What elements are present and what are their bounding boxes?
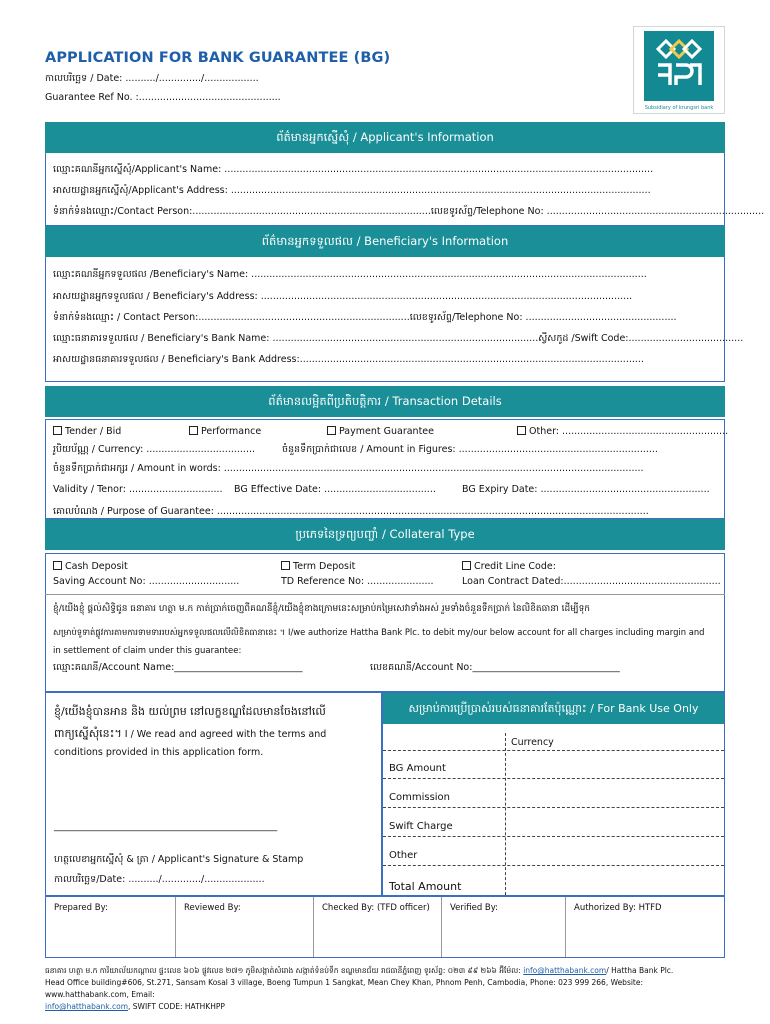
tender-checkbox[interactable]	[53, 426, 62, 435]
commission-label: Commission	[389, 792, 451, 803]
agreement-en-line2: conditions provided in this application form.	[54, 747, 264, 758]
row-line	[383, 865, 724, 866]
collateral-heading: ប្រភេទនៃទ្រព្យបញ្ចាំ / Collateral Type	[45, 519, 725, 550]
beneficiary-bank-address-field[interactable]: អាសយដ្ឋានធនាគារទទួលផល / Beneficiary's Bank Address:..................................................................................................................	[53, 354, 644, 365]
footer	[45, 965, 725, 1013]
total-amount-label: Total Amount	[389, 880, 462, 893]
applicant-address-field[interactable]: អាសយដ្ឋានអ្នកស្នើសុំ/Applicant's Address: ...........................................................................................................................................	[53, 185, 651, 196]
checked-by-cell[interactable]: Checked By: (TFD officer)	[314, 897, 442, 957]
agreement-box	[45, 692, 382, 896]
cash-label: Cash Deposit	[65, 561, 128, 572]
divider	[45, 594, 725, 595]
authorization-text-kh: ខ្ញុំ/យើងខ្ញុំ ផ្តល់សិទ្ធិជូន ធនាគារ ហត្ថា ម.ក កាត់ប្រាក់ចេញពីគណនីខ្ញុំ/យើងខ្ញុំខាងក្រោមនេះសម្រាប់កម្រៃសេវាទាំងអស់ រួមទាំងចំនួនទឹកប្រាក់ នៃលិខិតធានា ដើម្បីទុក	[53, 604, 591, 614]
beneficiary-contact-field[interactable]: ទំនាក់ទំនងឈ្មោះ / Contact Person:......................................................................លេខទូរស័ព្ទ/Telephone No: ..................................................	[53, 312, 677, 323]
agreement-kh-line1: ខ្ញុំ/យើងខ្ញុំបានអាន និង យល់ព្រម នៅលក្ខខណ្ឌដែលមានចែងនៅលើ	[54, 705, 326, 718]
beneficiary-address-field[interactable]: អាសយដ្ឋានអ្នកទទួលផល / Beneficiary's Address: ...........................................................................................................................	[53, 291, 633, 302]
term-checkbox[interactable]	[281, 561, 290, 570]
payment-label: Payment Guarantee	[339, 426, 434, 437]
authorization-text: សម្រាប់ទូទាត់ផ្លូវការតាមការទាមទាររបស់អ្នកទទួលផលលើលិខិតធានានេះ ។ I/we authorize Hattha Bank Plc. to debit my/our below account for all charges including margin and	[53, 627, 705, 637]
row-line	[383, 807, 724, 808]
column-divider	[505, 733, 506, 895]
hattha-bank-logo	[633, 26, 725, 114]
bank-use-heading: សម្រាប់ការប្រើប្រាស់របស់ធនាគារតែប៉ុណ្ណោះ / For Bank Use Only	[383, 693, 724, 724]
footer-swift-code: , SWIFT CODE: HATHKHPP	[128, 1002, 225, 1011]
footer-kh-brand: / Hattha Bank Plc.	[606, 966, 674, 975]
other-charge-label: Other	[389, 850, 418, 861]
expiry-date-field[interactable]: BG Expiry Date: ........................................................	[462, 484, 710, 495]
cash-checkbox[interactable]	[53, 561, 62, 570]
logo-tagline: Subsidiary of krungsri bank	[644, 105, 714, 111]
approval-row	[45, 896, 725, 958]
beneficiary-bank-name-field[interactable]: ឈ្មោះធនាគារទទួលផល / Beneficiary's Bank Name: ........................................................................................ស្វីសកូដ /Swift Code:......................................	[53, 333, 744, 344]
applicant-contact-field[interactable]: ទំនាក់ទំនងឈ្មោះ/Contact Person:...............................................................................លេខទូរស័ព្ទ/Telephone No: ........................................................................	[53, 206, 765, 217]
effective-date-field[interactable]: BG Effective Date: .....................................	[234, 484, 436, 495]
tender-option[interactable]	[53, 426, 121, 437]
footer-kh-address: ធនាគារ ហត្ថា ម.ក ការិយាល័យកណ្តាល ផ្ទះលេខ ៦០៦ ផ្លូវលេខ ២៧១ ភូមិសង្កាត់សំរោង សង្កាត់ទំនប់ទឹក ខណ្ឌមានជ័យ រាជធានីភ្នំពេញ ទូរស័ព្ទ: ០២៣ ៩៩ ២៦៦ អ៊ីម៉ែល:	[45, 966, 524, 975]
term-deposit-option[interactable]	[281, 561, 355, 572]
signature-date-field[interactable]: កាលបរិច្ឆេទ/Date: ........../............./....................	[54, 874, 265, 885]
tender-label: Tender / Bid	[65, 426, 122, 437]
authorized-by-cell[interactable]: Authorized By: HTFD	[574, 903, 662, 913]
payment-checkbox[interactable]	[327, 426, 336, 435]
validity-field[interactable]: Validity / Tenor: ...............................	[53, 484, 223, 495]
footer-contact-line	[45, 1001, 725, 1013]
other-label: Other: .......................................................	[529, 426, 729, 437]
row-line	[383, 778, 724, 779]
transaction-heading: ព័ត៌មានលម្អិតពីប្រតិបត្តិការ / Transaction Details	[45, 386, 725, 417]
beneficiary-heading: ព័ត៌មានអ្នកទទួលផល / Beneficiary's Information	[45, 226, 725, 257]
loan-contract-field[interactable]: Loan Contract Dated:....................................................	[462, 576, 721, 587]
logo-icon	[644, 31, 714, 101]
performance-option[interactable]	[189, 426, 261, 437]
logo-mark	[644, 31, 714, 101]
credit-line-option[interactable]	[462, 561, 556, 572]
beneficiary-name-field[interactable]: ឈ្មោះគណនីអ្នកទទួលផល /Beneficiary's Name: ...................................................................................................................................	[53, 269, 647, 280]
amount-words-field[interactable]: ចំនួនទឹកប្រាក់ជាអក្សរ / Amount in words: ...........................................................................................................................................	[53, 463, 644, 474]
performance-label: Performance	[201, 426, 262, 437]
verified-by-cell[interactable]: Verified By:	[442, 897, 566, 957]
footer-kh-line	[45, 965, 725, 977]
signature-line[interactable]: _______________________________________________	[54, 821, 278, 832]
footer-kh-email-link[interactable]: info@hatthabank.com	[523, 966, 607, 975]
currency-header: Currency	[511, 737, 554, 748]
other-option[interactable]	[517, 426, 728, 437]
applicant-heading: ព័ត៌មានអ្នកស្នើសុំ / Applicant's Information	[45, 122, 725, 153]
currency-field[interactable]: រូបិយប័ណ្ណ / Currency: ....................................	[53, 444, 256, 455]
authorization-text-en: in settlement of claim under this guarantee:	[53, 646, 242, 656]
account-number-field[interactable]: លេខគណនី/Account No:_______________________________	[370, 662, 620, 673]
footer-en-address: Head Office building#606, St.271, Sansam Kosal 3 village, Boeng Tumpun 1 Sangkat, Mean Chey Khan, Phnom Penh, Cambodia, Phone: 023 999 266, Website: www.hatthabank.com, Email:	[45, 978, 644, 999]
row-line	[383, 750, 724, 751]
saving-account-field[interactable]: Saving Account No: ..............................	[53, 576, 240, 587]
td-reference-field[interactable]: TD Reference No: ......................	[281, 576, 434, 587]
swift-charge-label: Swift Charge	[389, 821, 453, 832]
agreement-en-line1: I / We read and agreed with the terms and	[121, 729, 327, 740]
page-title: APPLICATION FOR BANK GUARANTEE (BG)	[45, 50, 391, 66]
agreement-line2	[54, 727, 326, 743]
agreement-kh-line2: ពាក្យស្នើសុំនេះ។	[54, 727, 122, 740]
guarantee-ref-line[interactable]: Guarantee Ref No. :...............................................	[45, 92, 281, 103]
credit-label: Credit Line Code:	[474, 561, 556, 572]
payment-guarantee-option[interactable]	[327, 426, 434, 437]
applicant-name-field[interactable]: ឈ្មោះគណនីអ្នកស្នើសុំ/Applicant's Name: ..............................................................................................................................................	[53, 164, 654, 175]
bank-use-box	[382, 692, 725, 896]
performance-checkbox[interactable]	[189, 426, 198, 435]
term-label: Term Deposit	[293, 561, 356, 572]
amount-figures-field[interactable]: ចំនួនទឹកប្រាក់ជាលេខ / Amount in Figures: ..................................................................	[282, 444, 658, 455]
credit-checkbox[interactable]	[462, 561, 471, 570]
date-line[interactable]: កាលបរិច្ឆេទ / Date: ........../............../..................	[45, 73, 259, 84]
prepared-by-cell[interactable]: Prepared By:	[46, 897, 176, 957]
other-checkbox[interactable]	[517, 426, 526, 435]
footer-email-link[interactable]: info@hatthabank.com	[45, 1002, 129, 1011]
bg-amount-label: BG Amount	[389, 763, 446, 774]
purpose-field[interactable]: គោលបំណង / Purpose of Guarantee: ...............................................................................................................................................	[53, 506, 649, 517]
signature-label: ហត្ថលេខាអ្នកស្នើសុំ & ត្រា / Applicant's Signature & Stamp	[54, 854, 304, 865]
cash-deposit-option[interactable]	[53, 561, 128, 572]
account-name-field[interactable]: ឈ្មោះគណនី/Account Name:___________________________	[53, 662, 303, 673]
reviewed-by-cell[interactable]: Reviewed By:	[176, 897, 314, 957]
row-line	[383, 836, 724, 837]
